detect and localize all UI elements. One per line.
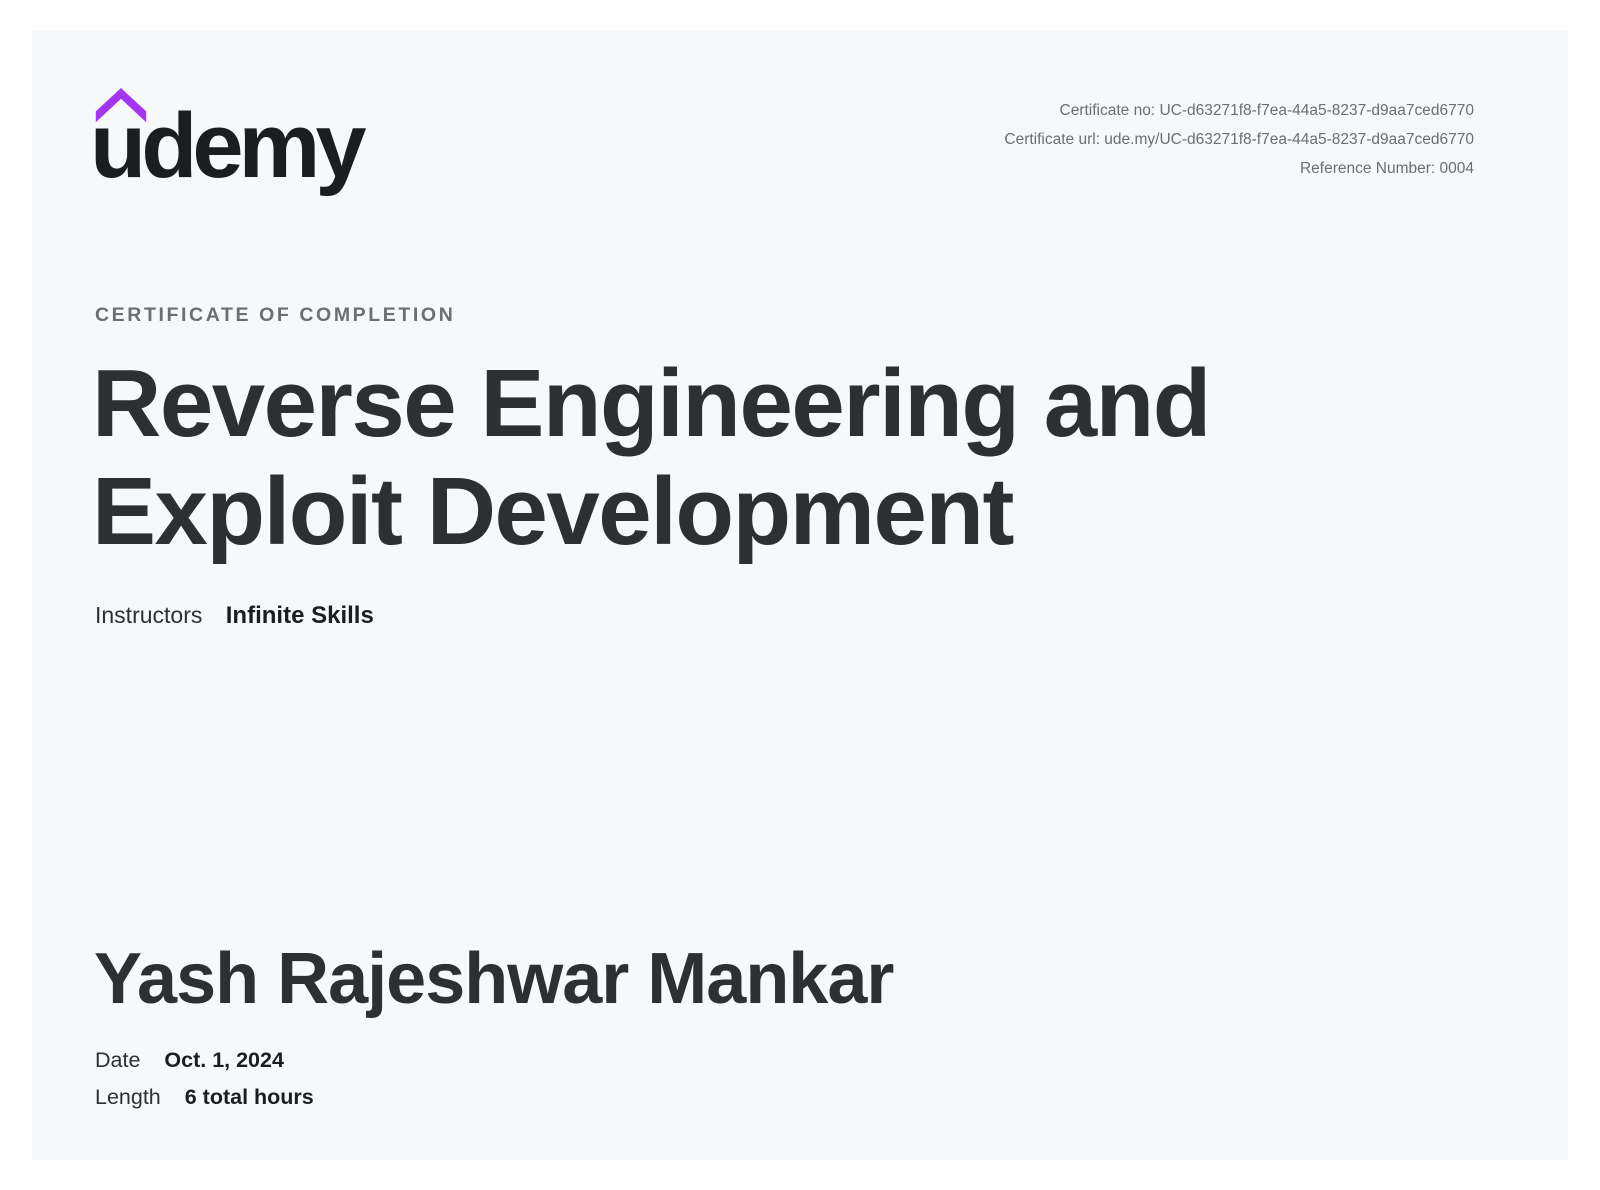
certificate-url: Certificate url: ude.my/UC-d63271f8-f7ea-44a5-8237-d9aa7ced6770	[1004, 131, 1474, 148]
certificate-of-completion-label: CERTIFICATE OF COMPLETION	[95, 304, 456, 326]
certificate-card	[32, 30, 1568, 1160]
recipient-name: Yash Rajeshwar Mankar	[94, 939, 894, 1019]
date-row	[95, 1048, 284, 1073]
length-label: Length	[95, 1085, 161, 1109]
course-title: Reverse Engineering and Exploit Development	[92, 350, 1210, 566]
instructors-label: Instructors	[95, 602, 203, 628]
udemy-logo-text: udemy	[90, 95, 362, 197]
certificate-meta	[1004, 96, 1474, 183]
instructors-value: Infinite Skills	[225, 602, 374, 629]
length-row	[95, 1085, 314, 1110]
reference-number: Reference Number: 0004	[1299, 160, 1474, 177]
date-label: Date	[95, 1048, 141, 1072]
date-value: Oct. 1, 2024	[164, 1048, 284, 1072]
length-value: 6 total hours	[184, 1085, 314, 1109]
instructors-row	[95, 602, 374, 630]
udemy-logo	[90, 88, 370, 198]
certificate-number: Certificate no: UC-d63271f8-f7ea-44a5-8237-d9aa7ced6770	[1059, 102, 1474, 119]
